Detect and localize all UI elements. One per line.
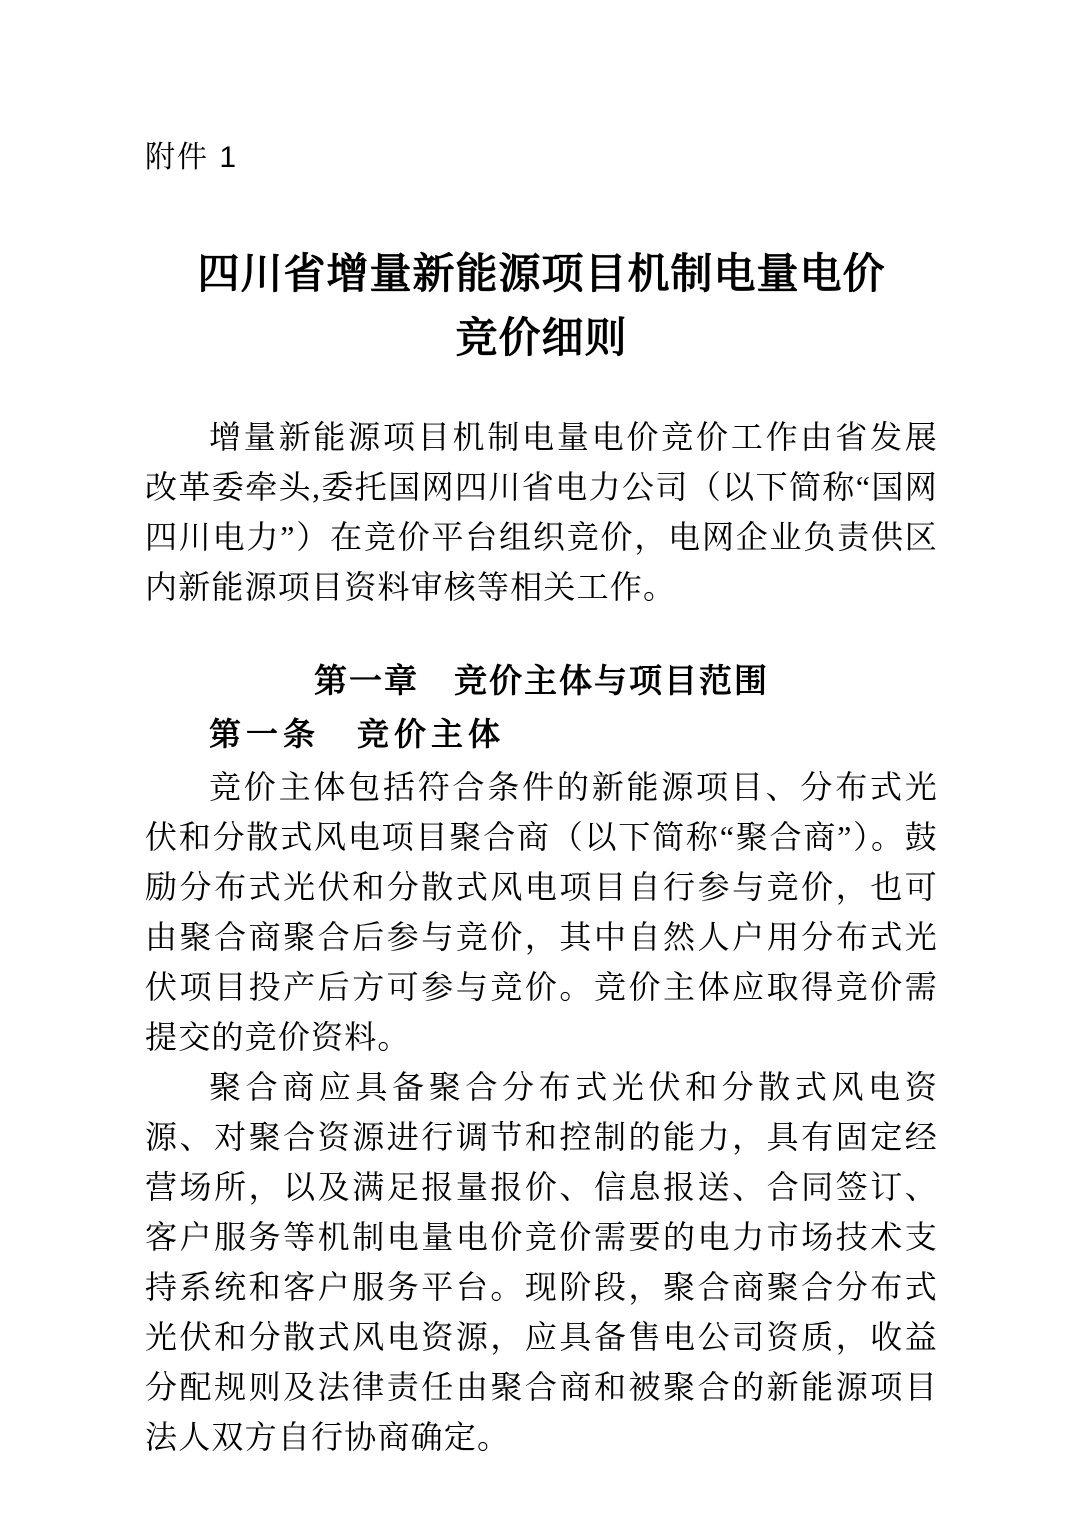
intro-paragraph: 增量新能源项目机制电量电价竞价工作由省发展改革委牵头,委托国网四川省电力公司（以下简称“国网四川电力”）在竞价平台组织竞价，电网企业负责供区内新能源项目资料审核等相关工作。 — [145, 419, 938, 605]
document-title-line-1: 四川省增量新能源项目机制电量电价 — [197, 250, 886, 297]
article-1-paragraph-2: 聚合商应具备聚合分布式光伏和分散式风电资源、对聚合资源进行调节和控制的能力，具有固定经营场所，以及满足报量报价、信息报送、合同签订、客户服务等机制电量电价竞价需要的电力市场技术支持系统和客户服务平台。现阶段，聚合商聚合分布式光伏和分散式风电资源，应具备售电公司资质，收益分配规则及法律责任由聚合商和被聚合的新能源项目法人双方自行协商确定。 — [145, 1069, 938, 1455]
document-title-line-2: 竞价细则 — [455, 314, 628, 361]
document-title — [145, 242, 938, 370]
article-1-heading: 第一条 竞价主体 — [209, 716, 506, 752]
article-1-paragraph-1: 竞价主体包括符合条件的新能源项目、分布式光伏和分散式风电项目聚合商（以下简称“聚合商”）。鼓励分布式光伏和分散式风电项目自行参与竞价，也可由聚合商聚合后参与竞价，其中自然人户用分布式光伏项目投产后方可参与竞价。竞价主体应取得竞价需提交的竞价资料。 — [145, 769, 938, 1055]
attachment-label: 附件 1 — [145, 141, 239, 174]
chapter-1-heading: 第一章 竞价主体与项目范围 — [314, 662, 769, 699]
